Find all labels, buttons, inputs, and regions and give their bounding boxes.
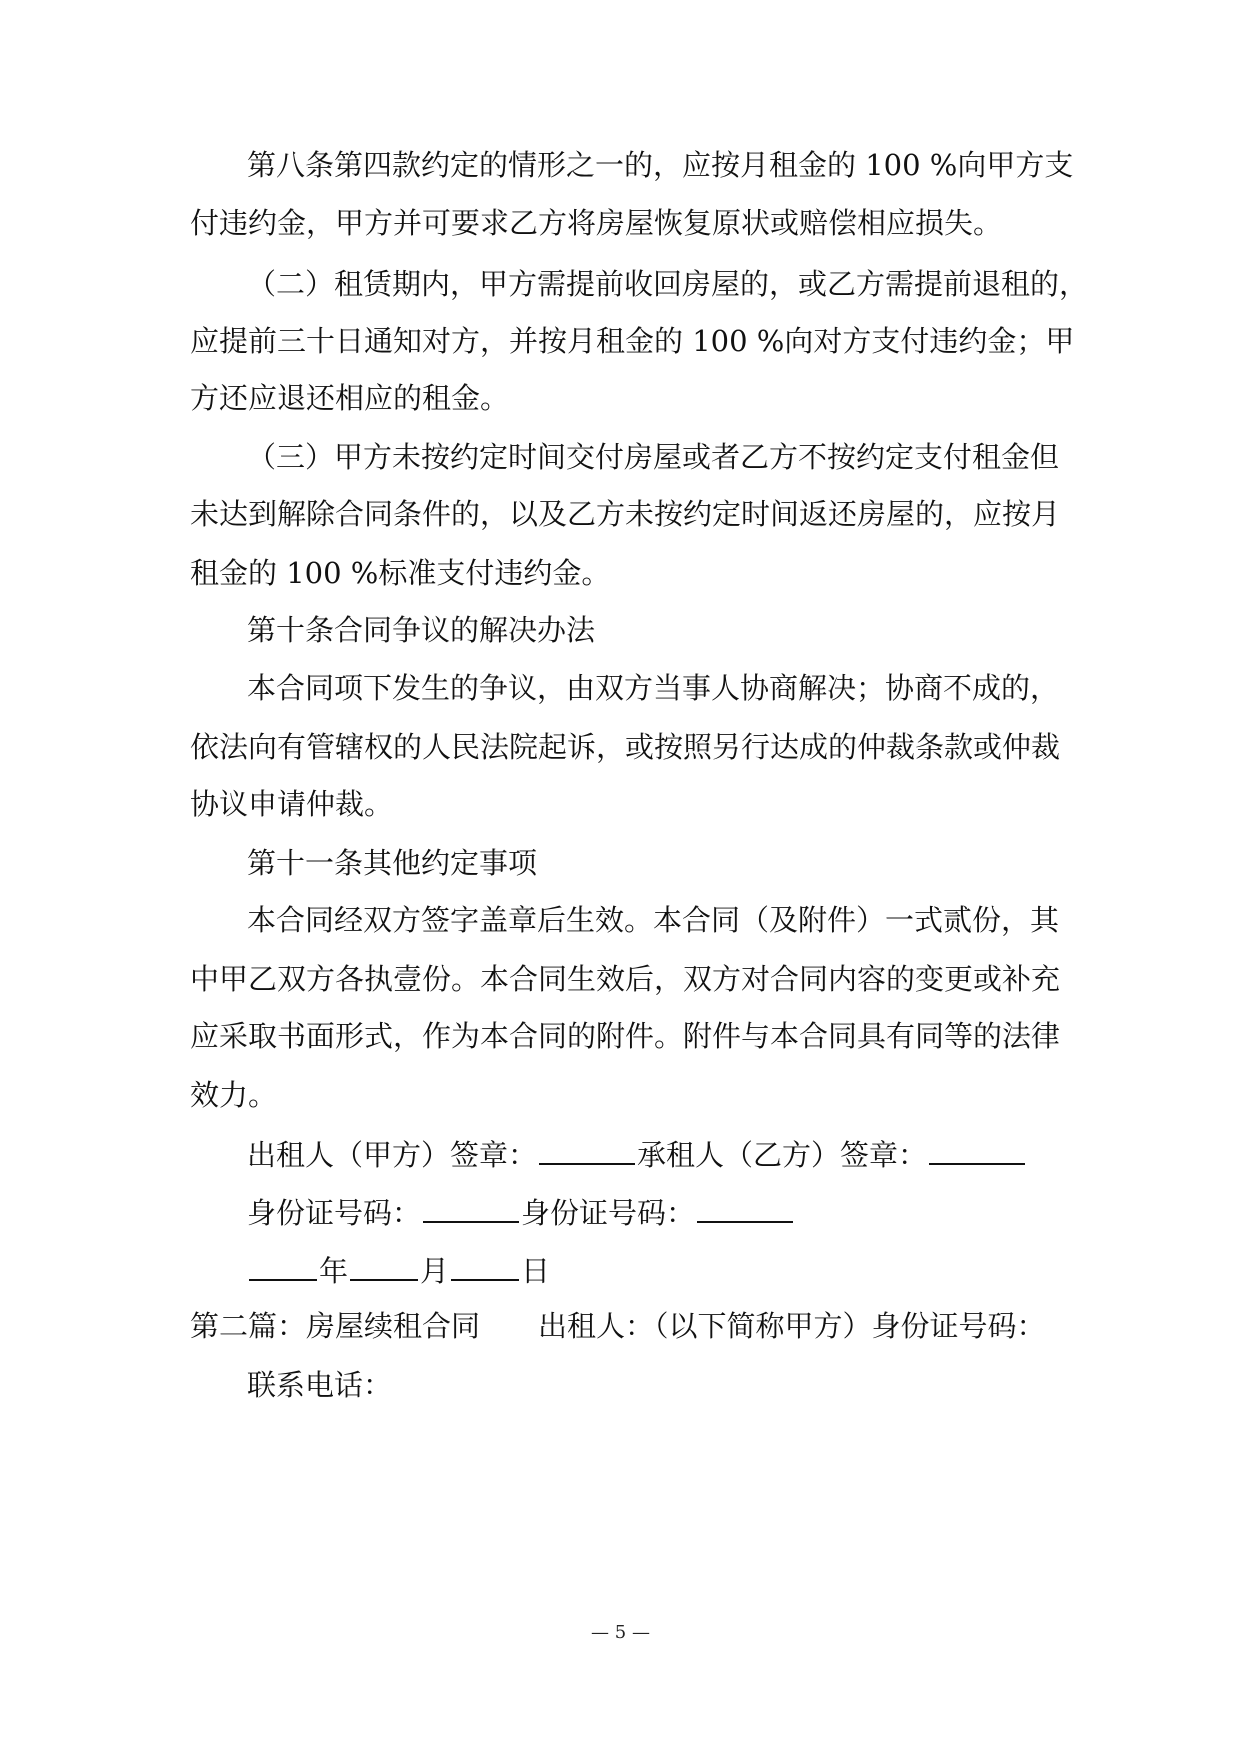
- day-blank: [451, 1249, 519, 1281]
- year-label: 年: [319, 1254, 349, 1288]
- lessee-signature-blank: [929, 1133, 1025, 1165]
- paragraph-line: 本合同经双方签字盖章后生效。本合同（及附件）一式贰份，其: [247, 903, 1060, 937]
- paragraph-line: 效力。: [190, 1078, 278, 1112]
- lessee-signature-label: 承租人（乙方）签章：: [637, 1138, 928, 1172]
- second-doc-line: [190, 1306, 1046, 1346]
- paragraph-line: 本合同项下发生的争议，由双方当事人协商解决；协商不成的，: [247, 671, 1060, 705]
- date-line: [247, 1249, 550, 1291]
- section-heading: 第十条合同争议的解决办法: [247, 613, 596, 647]
- lessor-signature-blank: [539, 1133, 635, 1165]
- paragraph-line: 依法向有管辖权的人民法院起诉，或按照另行达成的仲裁条款或仲裁: [190, 730, 1061, 764]
- paragraph-line: 第八条第四款约定的情形之一的，应按月租金的 100 %向甲方支: [247, 148, 1074, 182]
- section-heading: 第十一条其他约定事项: [247, 846, 538, 880]
- second-doc-lessor-line: 出租人：（以下简称甲方）身份证号码：: [538, 1309, 1046, 1343]
- paragraph-line: 中甲乙双方各执壹份。本合同生效后，双方对合同内容的变更或补充: [190, 962, 1061, 996]
- lessee-id-label: 身份证号码：: [521, 1196, 696, 1230]
- contact-phone-line: 联系电话：: [247, 1368, 393, 1402]
- page-number: — 5 —: [591, 1622, 650, 1643]
- lessee-id-blank: [697, 1191, 793, 1223]
- paragraph-line: （三）甲方未按约定时间交付房屋或者乙方不按约定支付租金但: [247, 440, 1060, 474]
- month-blank: [350, 1249, 418, 1281]
- signature-line: [247, 1133, 1027, 1175]
- lessor-id-blank: [423, 1191, 519, 1223]
- second-doc-title: 第二篇：房屋续租合同: [190, 1309, 481, 1343]
- paragraph-line: 未达到解除合同条件的，以及乙方未按约定时间返还房屋的，应按月: [190, 497, 1061, 531]
- paragraph-line: （二）租赁期内，甲方需提前收回房屋的，或乙方需提前退租的，: [247, 267, 1089, 301]
- paragraph-line: 应采取书面形式，作为本合同的附件。附件与本合同具有同等的法律: [190, 1019, 1061, 1053]
- month-label: 月: [420, 1254, 450, 1288]
- id-number-line: [247, 1191, 795, 1233]
- paragraph-line: 协议申请仲裁。: [190, 787, 394, 821]
- year-blank: [249, 1249, 317, 1281]
- paragraph-line: 租金的 100 %标准支付违约金。: [190, 556, 611, 590]
- lessor-signature-label: 出租人（甲方）签章：: [247, 1138, 538, 1172]
- paragraph-line: 付违约金，甲方并可要求乙方将房屋恢复原状或赔偿相应损失。: [190, 206, 1003, 240]
- lessor-id-label: 身份证号码：: [247, 1196, 422, 1230]
- day-label: 日: [521, 1254, 551, 1288]
- paragraph-line: 应提前三十日通知对方，并按月租金的 100 %向对方支付违约金；甲: [190, 324, 1075, 358]
- paragraph-line: 方还应退还相应的租金。: [190, 381, 510, 415]
